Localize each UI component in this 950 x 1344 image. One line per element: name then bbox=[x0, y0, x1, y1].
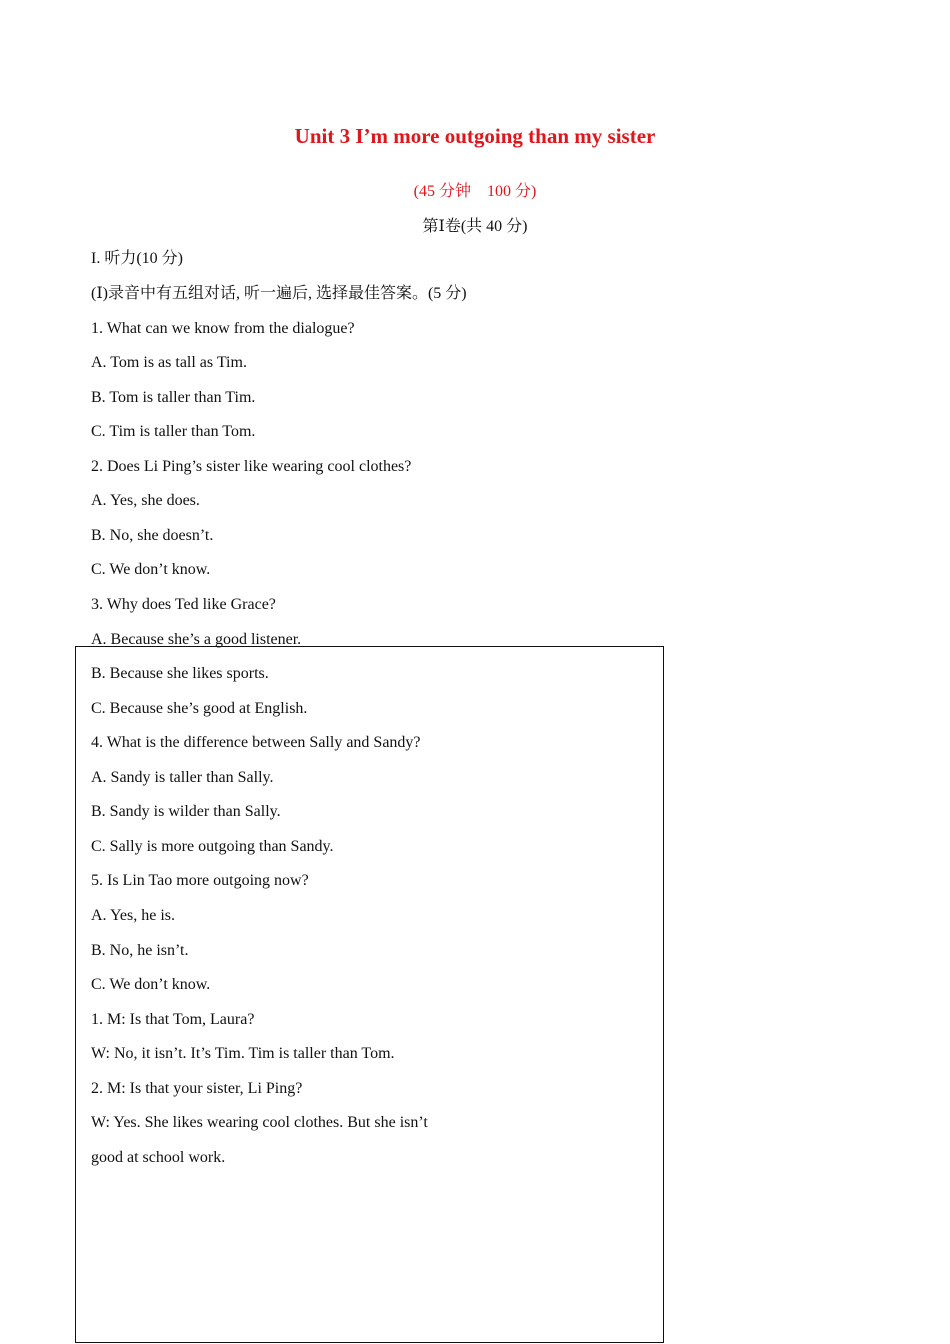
question-option: B. No, she doesn’t. bbox=[91, 527, 214, 544]
part-heading: I. 听力(10 分) bbox=[91, 250, 183, 267]
question-option: A. Sandy is taller than Sally. bbox=[91, 769, 274, 786]
question-stem: 5. Is Lin Tao more outgoing now? bbox=[91, 872, 309, 889]
question-option: A. Tom is as tall as Tim. bbox=[91, 354, 247, 371]
document-title: Unit 3 I’m more outgoing than my sister bbox=[294, 124, 656, 148]
question-option: A. Yes, he is. bbox=[91, 907, 176, 924]
question-option: B. Sandy is wilder than Sally. bbox=[91, 803, 281, 820]
question-stem: 2. Does Li Ping’s sister like wearing cool clothes? bbox=[91, 458, 412, 475]
question-option: C. We don’t know. bbox=[91, 976, 211, 993]
transcript-line: W: No, it isn’t. It’s Tim. Tim is taller than Tom. bbox=[91, 1045, 395, 1062]
question-stem: 3. Why does Ted like Grace? bbox=[91, 596, 276, 613]
section-title: 第Ⅰ卷(共 40 分) bbox=[422, 218, 528, 235]
transcript-line: good at school work. bbox=[91, 1149, 226, 1166]
question-stem: 4. What is the difference between Sally and Sandy? bbox=[91, 734, 421, 751]
question-option: A. Yes, she does. bbox=[91, 492, 200, 509]
question-option: C. Sally is more outgoing than Sandy. bbox=[91, 838, 334, 855]
part-instruction: (Ⅰ)录音中有五组对话, 听一遍后, 选择最佳答案。(5 分) bbox=[91, 285, 467, 302]
question-option: B. No, he isn’t. bbox=[91, 942, 189, 959]
question-option: B. Tom is taller than Tim. bbox=[91, 389, 256, 406]
question-option: C. Because she’s good at English. bbox=[91, 700, 308, 717]
transcript-line: 1. M: Is that Tom, Laura? bbox=[91, 1011, 255, 1028]
document-subtitle: (45 分钟 100 分) bbox=[413, 183, 537, 200]
transcript-box bbox=[75, 646, 664, 1343]
question-option: C. Tim is taller than Tom. bbox=[91, 423, 256, 440]
question-option: A. Because she’s a good listener. bbox=[91, 631, 302, 648]
transcript-line: 2. M: Is that your sister, Li Ping? bbox=[91, 1080, 303, 1097]
question-option: B. Because she likes sports. bbox=[91, 665, 269, 682]
transcript-line: W: Yes. She likes wearing cool clothes. But she isn’t bbox=[91, 1114, 428, 1131]
question-option: C. We don’t know. bbox=[91, 561, 211, 578]
question-stem: 1. What can we know from the dialogue? bbox=[91, 320, 355, 337]
